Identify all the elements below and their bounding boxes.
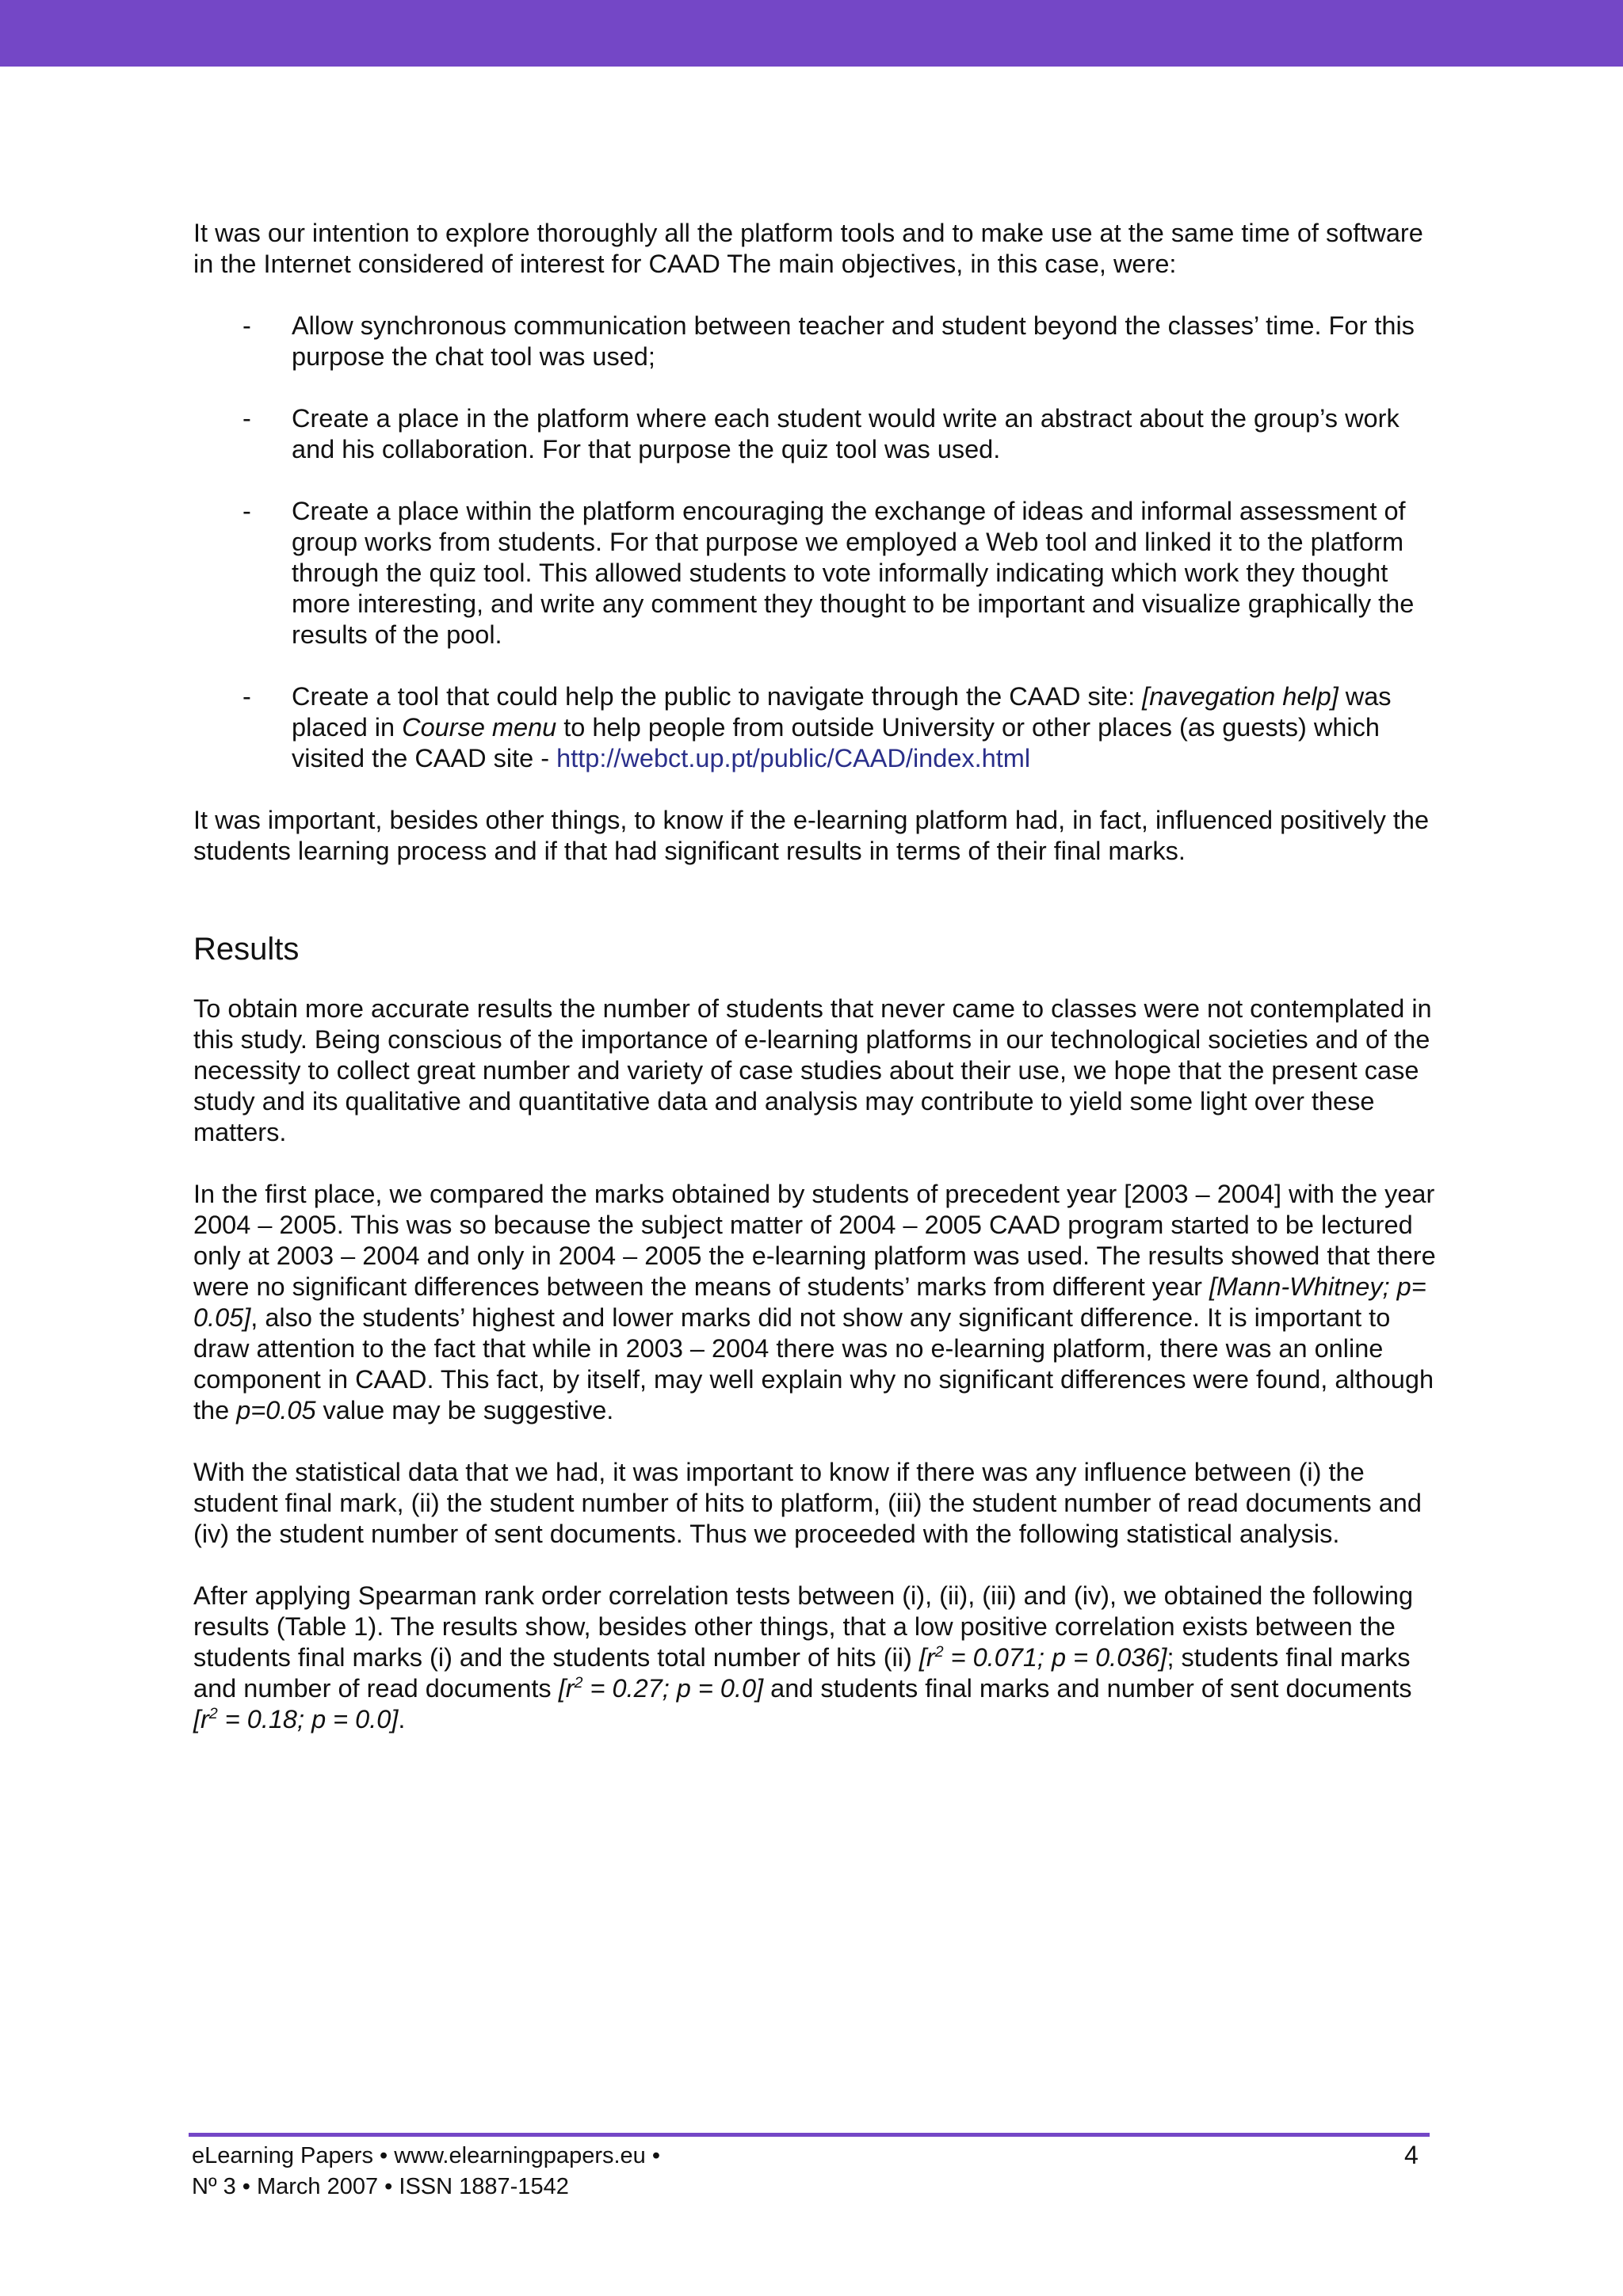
list-item: [193, 496, 1438, 650]
superscript: 2: [934, 1643, 944, 1661]
stat-close: = 0.27; p = 0.0]: [582, 1674, 764, 1703]
text-run: In the first place, we compared the marks obtained by students of precedent year [2003 – 2004] with the year 2004 – 2005. This was so because the subject matter of 2004 – 2005 CAAD program started to be lectured only at 2003 – 2004 and only in 2004 – 2005 the e-learning platform was used. The results showed that there were no significant differences between the means of students’ marks from different year: [193, 1180, 1436, 1301]
list-item: [193, 311, 1438, 372]
stat-close: = 0.18; p = 0.0]: [217, 1705, 399, 1733]
list-dash: -: [242, 682, 251, 711]
list-dash: -: [242, 311, 251, 340]
list-item-text: Create a place in the platform where each student would write an abstract about the group’s work and his collaboration. For that purpose the quiz tool was used.: [292, 404, 1400, 463]
importance-paragraph: It was important, besides other things, to know if the e-learning platform had, in fact, influenced positively the students learning process and if that had significant results in terms of their final marks.: [193, 806, 1430, 865]
list-item: [193, 403, 1438, 465]
list-item-text: Create a place within the platform encouraging the exchange of ideas and informal assessment of group works from students. For that purpose we employed a Web tool and linked it to the platform through the quiz tool. This allowed students to vote informally indicating which work they thought more interesting, and write any comment they thought to be important and visualize graphically the results of the pool.: [292, 497, 1415, 649]
list-dash: -: [242, 404, 251, 433]
stat-open: [r: [193, 1705, 209, 1733]
stat-open: [r: [918, 1643, 935, 1672]
results-paragraph-3: With the statistical data that we had, it was important to know if there was any influence between (i) the student final mark, (ii) the student number of hits to platform, (iii) the student number of read documents and (iv) the student number of sent documents. Thus we proceeded with the following statistical analysis.: [193, 1458, 1422, 1548]
top-accent-bar: [0, 0, 1623, 67]
stat-close: = 0.071; p = 0.036]: [943, 1643, 1167, 1672]
navigation-help-label: [navegation help]: [1142, 682, 1338, 711]
article-body: [193, 218, 1438, 1766]
objectives-list: [193, 311, 1438, 774]
results-paragraph-1: To obtain more accurate results the number of students that never came to classes were not contemplated in this study. Being conscious of the importance of e-learning platforms in our technological societies and of the necessity to collect great number and variety of case studies about their use, we hope that the present case study and its qualitative and quantitative data and analysis may contribute to yield some light over these matters.: [193, 994, 1432, 1146]
text-run: ; students final marks and number of read documents: [193, 1643, 1411, 1703]
results-paragraph-4: [193, 1581, 1438, 1735]
text-run: .: [398, 1705, 406, 1733]
text-run: and students final marks and number of sent documents: [763, 1674, 1412, 1703]
results-heading: Results: [193, 932, 300, 967]
correlation-hits: [919, 1643, 1167, 1672]
list-dash: -: [242, 497, 251, 525]
p-value: p=0.05: [236, 1396, 316, 1425]
caad-site-link[interactable]: http://webct.up.pt/public/CAAD/index.html: [556, 744, 1031, 772]
list-item-text: was placed in: [292, 682, 1392, 742]
text-run: value may be suggestive.: [315, 1396, 614, 1425]
intro-paragraph: It was our intention to explore thoroughly all the platform tools and to make use at the same time of software in the Internet considered of interest for CAAD The main objectives, in this case, were:: [193, 219, 1423, 278]
footer-rule: [189, 2133, 1430, 2137]
list-item-text: Create a tool that could help the public to navigate through the CAAD site:: [292, 682, 1143, 711]
list-item-text: Allow synchronous communication between teacher and student beyond the classes’ time. For this purpose the chat tool was used;: [292, 311, 1415, 371]
text-run: After applying Spearman rank order correlation tests between (i), (ii), (iii) and (iv), we obtained the following results (Table 1). The results show, besides other things, that a low positive correlation exists between the students final marks (i) and the students total number of hits (ii): [193, 1581, 1414, 1672]
footer-publication: eLearning Papers • www.elearningpapers.eu •: [192, 2143, 661, 2168]
list-item: [193, 681, 1438, 774]
text-run: , also the students’ highest and lower marks did not show any significant difference. It is important to draw attention to the fact that while in 2003 – 2004 there was no e-learning platform, there was an online component in CAAD. This fact, by itself, may well explain why no significant differences were found, although the: [193, 1303, 1434, 1425]
results-paragraph-2: [193, 1179, 1438, 1426]
superscript: 2: [574, 1674, 583, 1692]
correlation-sent-docs: [193, 1705, 398, 1733]
page-number: 4: [1404, 2141, 1419, 2169]
correlation-read-docs: [559, 1674, 763, 1703]
course-menu-label: Course menu: [402, 713, 557, 742]
footer-issue: Nº 3 • March 2007 • ISSN 1887-1542: [192, 2174, 569, 2199]
stat-open: [r: [558, 1674, 575, 1703]
superscript: 2: [208, 1705, 218, 1723]
footer: [192, 2141, 660, 2203]
list-item-text: to help people from outside University or other places (as guests) which visited the CAAD site -: [292, 713, 1380, 772]
mann-whitney-stat: [Mann-Whitney; p= 0.05]: [193, 1272, 1426, 1332]
